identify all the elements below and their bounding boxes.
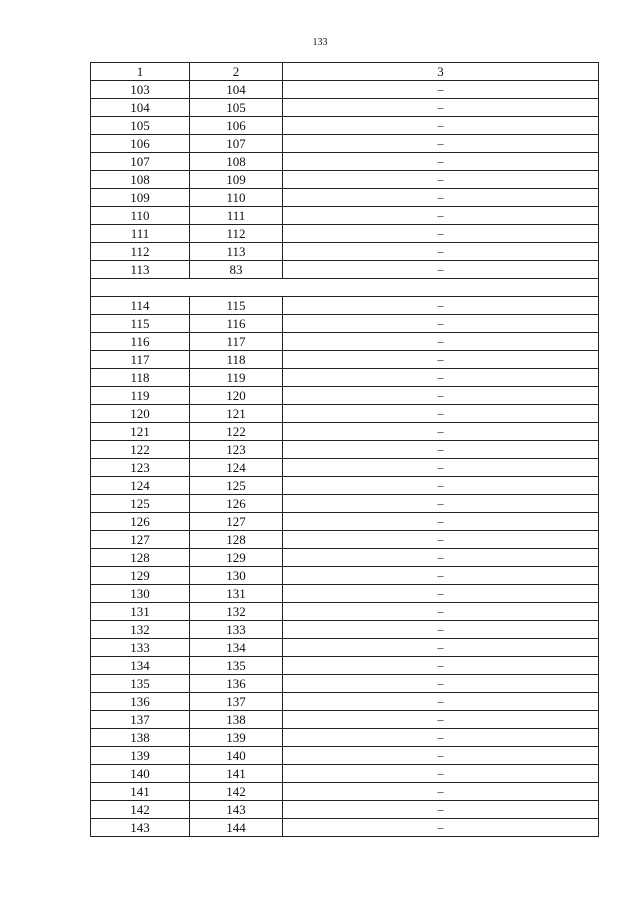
cell-col-2: 136 xyxy=(190,675,283,693)
cell-col-2: 141 xyxy=(190,765,283,783)
cell-col-2: 121 xyxy=(190,405,283,423)
cell-col-1: 121 xyxy=(91,423,190,441)
cell-col-2: 131 xyxy=(190,585,283,603)
table-row xyxy=(91,477,599,495)
cell-col-1: 122 xyxy=(91,441,190,459)
cell-col-1: 130 xyxy=(91,585,190,603)
cell-col-2: 137 xyxy=(190,693,283,711)
table-row xyxy=(91,333,599,351)
cell-col-3: – xyxy=(283,693,599,711)
cell-col-1: 137 xyxy=(91,711,190,729)
table-row xyxy=(91,495,599,513)
cell-col-2: 139 xyxy=(190,729,283,747)
cell-col-2: 143 xyxy=(190,801,283,819)
cell-col-3: – xyxy=(283,513,599,531)
cell-col-2: 138 xyxy=(190,711,283,729)
cell-col-1: 119 xyxy=(91,387,190,405)
table-row xyxy=(91,225,599,243)
cell-col-3: – xyxy=(283,369,599,387)
cell-col-3: – xyxy=(283,315,599,333)
cell-col-2: 135 xyxy=(190,657,283,675)
cell-col-1: 110 xyxy=(91,207,190,225)
table-row xyxy=(91,621,599,639)
cell-col-1: 111 xyxy=(91,225,190,243)
cell-col-2: 109 xyxy=(190,171,283,189)
cell-col-3: – xyxy=(283,405,599,423)
cell-col-1: 132 xyxy=(91,621,190,639)
table-row xyxy=(91,261,599,279)
table-row xyxy=(91,135,599,153)
cell-col-3: – xyxy=(283,819,599,837)
table-row xyxy=(91,441,599,459)
table-row xyxy=(91,189,599,207)
cell-col-2: 133 xyxy=(190,621,283,639)
cell-col-2: 117 xyxy=(190,333,283,351)
cell-col-3: – xyxy=(283,333,599,351)
cell-col-3: – xyxy=(283,729,599,747)
cell-col-1: 109 xyxy=(91,189,190,207)
cell-col-2: 130 xyxy=(190,567,283,585)
cell-col-3: – xyxy=(283,621,599,639)
cell-col-2: 83 xyxy=(190,261,283,279)
cell-col-2: 142 xyxy=(190,783,283,801)
cell-col-3: – xyxy=(283,603,599,621)
cell-col-1: 141 xyxy=(91,783,190,801)
table-row xyxy=(91,351,599,369)
cell-col-3: – xyxy=(283,261,599,279)
table-row xyxy=(91,171,599,189)
table-row xyxy=(91,243,599,261)
cell-col-3: – xyxy=(283,225,599,243)
cell-col-1: 129 xyxy=(91,567,190,585)
cell-col-2: 127 xyxy=(190,513,283,531)
cell-col-1: 113 xyxy=(91,261,190,279)
cell-col-1: 107 xyxy=(91,153,190,171)
cell-col-1: 115 xyxy=(91,315,190,333)
cell-col-1: 125 xyxy=(91,495,190,513)
cell-col-2: 112 xyxy=(190,225,283,243)
cell-col-1: 124 xyxy=(91,477,190,495)
table-row xyxy=(91,117,599,135)
cell-col-1: 118 xyxy=(91,369,190,387)
cell-col-2: 110 xyxy=(190,189,283,207)
table-row xyxy=(91,207,599,225)
cell-col-2: 106 xyxy=(190,117,283,135)
cell-col-1: 120 xyxy=(91,405,190,423)
cell-col-2: 111 xyxy=(190,207,283,225)
header-col-3: 3 xyxy=(283,63,599,81)
cell-col-3: – xyxy=(283,297,599,315)
table-row xyxy=(91,405,599,423)
cell-col-3: – xyxy=(283,657,599,675)
section-separator-cell xyxy=(91,279,599,297)
cell-col-2: 144 xyxy=(190,819,283,837)
cell-col-2: 126 xyxy=(190,495,283,513)
cell-col-2: 113 xyxy=(190,243,283,261)
table-row xyxy=(91,369,599,387)
cell-col-2: 128 xyxy=(190,531,283,549)
table-body xyxy=(91,81,599,837)
cell-col-3: – xyxy=(283,765,599,783)
cell-col-1: 135 xyxy=(91,675,190,693)
cell-col-2: 120 xyxy=(190,387,283,405)
cell-col-2: 115 xyxy=(190,297,283,315)
cell-col-1: 104 xyxy=(91,99,190,117)
cell-col-3: – xyxy=(283,531,599,549)
cell-col-1: 117 xyxy=(91,351,190,369)
cell-col-2: 134 xyxy=(190,639,283,657)
cell-col-2: 125 xyxy=(190,477,283,495)
cell-col-3: – xyxy=(283,189,599,207)
table-row xyxy=(91,675,599,693)
cell-col-1: 106 xyxy=(91,135,190,153)
table-row xyxy=(91,585,599,603)
cell-col-3: – xyxy=(283,783,599,801)
cell-col-2: 108 xyxy=(190,153,283,171)
cell-col-3: – xyxy=(283,441,599,459)
cell-col-1: 127 xyxy=(91,531,190,549)
table-row xyxy=(91,423,599,441)
table-row xyxy=(91,513,599,531)
table-row xyxy=(91,801,599,819)
cell-col-3: – xyxy=(283,567,599,585)
cell-col-1: 142 xyxy=(91,801,190,819)
cell-col-3: – xyxy=(283,171,599,189)
table-row xyxy=(91,153,599,171)
cell-col-1: 136 xyxy=(91,693,190,711)
cell-col-1: 112 xyxy=(91,243,190,261)
cell-col-1: 114 xyxy=(91,297,190,315)
cell-col-2: 124 xyxy=(190,459,283,477)
cell-col-3: – xyxy=(283,495,599,513)
cell-col-1: 126 xyxy=(91,513,190,531)
section-separator-row xyxy=(91,279,599,297)
table-row xyxy=(91,639,599,657)
data-table xyxy=(90,62,599,837)
table-row xyxy=(91,387,599,405)
cell-col-2: 107 xyxy=(190,135,283,153)
cell-col-2: 123 xyxy=(190,441,283,459)
table-row xyxy=(91,81,599,99)
cell-col-1: 103 xyxy=(91,81,190,99)
cell-col-3: – xyxy=(283,801,599,819)
cell-col-1: 139 xyxy=(91,747,190,765)
table-row xyxy=(91,729,599,747)
cell-col-3: – xyxy=(283,81,599,99)
cell-col-3: – xyxy=(283,711,599,729)
cell-col-3: – xyxy=(283,207,599,225)
cell-col-2: 122 xyxy=(190,423,283,441)
table-row xyxy=(91,567,599,585)
cell-col-3: – xyxy=(283,117,599,135)
table-row xyxy=(91,531,599,549)
cell-col-2: 140 xyxy=(190,747,283,765)
cell-col-3: – xyxy=(283,351,599,369)
table-row xyxy=(91,765,599,783)
cell-col-1: 128 xyxy=(91,549,190,567)
cell-col-2: 116 xyxy=(190,315,283,333)
cell-col-3: – xyxy=(283,387,599,405)
cell-col-1: 123 xyxy=(91,459,190,477)
cell-col-2: 105 xyxy=(190,99,283,117)
cell-col-1: 108 xyxy=(91,171,190,189)
table-row xyxy=(91,783,599,801)
cell-col-2: 118 xyxy=(190,351,283,369)
table-row xyxy=(91,549,599,567)
table-row xyxy=(91,459,599,477)
cell-col-2: 104 xyxy=(190,81,283,99)
cell-col-3: – xyxy=(283,747,599,765)
cell-col-1: 134 xyxy=(91,657,190,675)
cell-col-3: – xyxy=(283,135,599,153)
cell-col-1: 105 xyxy=(91,117,190,135)
cell-col-3: – xyxy=(283,639,599,657)
cell-col-2: 132 xyxy=(190,603,283,621)
cell-col-3: – xyxy=(283,477,599,495)
table-row xyxy=(91,603,599,621)
cell-col-1: 143 xyxy=(91,819,190,837)
cell-col-3: – xyxy=(283,585,599,603)
cell-col-3: – xyxy=(283,423,599,441)
cell-col-3: – xyxy=(283,549,599,567)
cell-col-3: – xyxy=(283,243,599,261)
cell-col-3: – xyxy=(283,153,599,171)
table-row xyxy=(91,657,599,675)
table-row xyxy=(91,99,599,117)
cell-col-1: 116 xyxy=(91,333,190,351)
cell-col-3: – xyxy=(283,99,599,117)
table-row xyxy=(91,711,599,729)
cell-col-1: 138 xyxy=(91,729,190,747)
table-row xyxy=(91,297,599,315)
cell-col-1: 140 xyxy=(91,765,190,783)
header-col-1: 1 xyxy=(91,63,190,81)
cell-col-2: 129 xyxy=(190,549,283,567)
cell-col-3: – xyxy=(283,675,599,693)
table-row xyxy=(91,693,599,711)
header-col-2: 2 xyxy=(190,63,283,81)
cell-col-3: – xyxy=(283,459,599,477)
header-row xyxy=(91,63,599,81)
cell-col-2: 119 xyxy=(190,369,283,387)
page-number: 133 xyxy=(312,37,328,48)
cell-col-1: 133 xyxy=(91,639,190,657)
table-row xyxy=(91,315,599,333)
cell-col-1: 131 xyxy=(91,603,190,621)
table-row xyxy=(91,819,599,837)
table-row xyxy=(91,747,599,765)
